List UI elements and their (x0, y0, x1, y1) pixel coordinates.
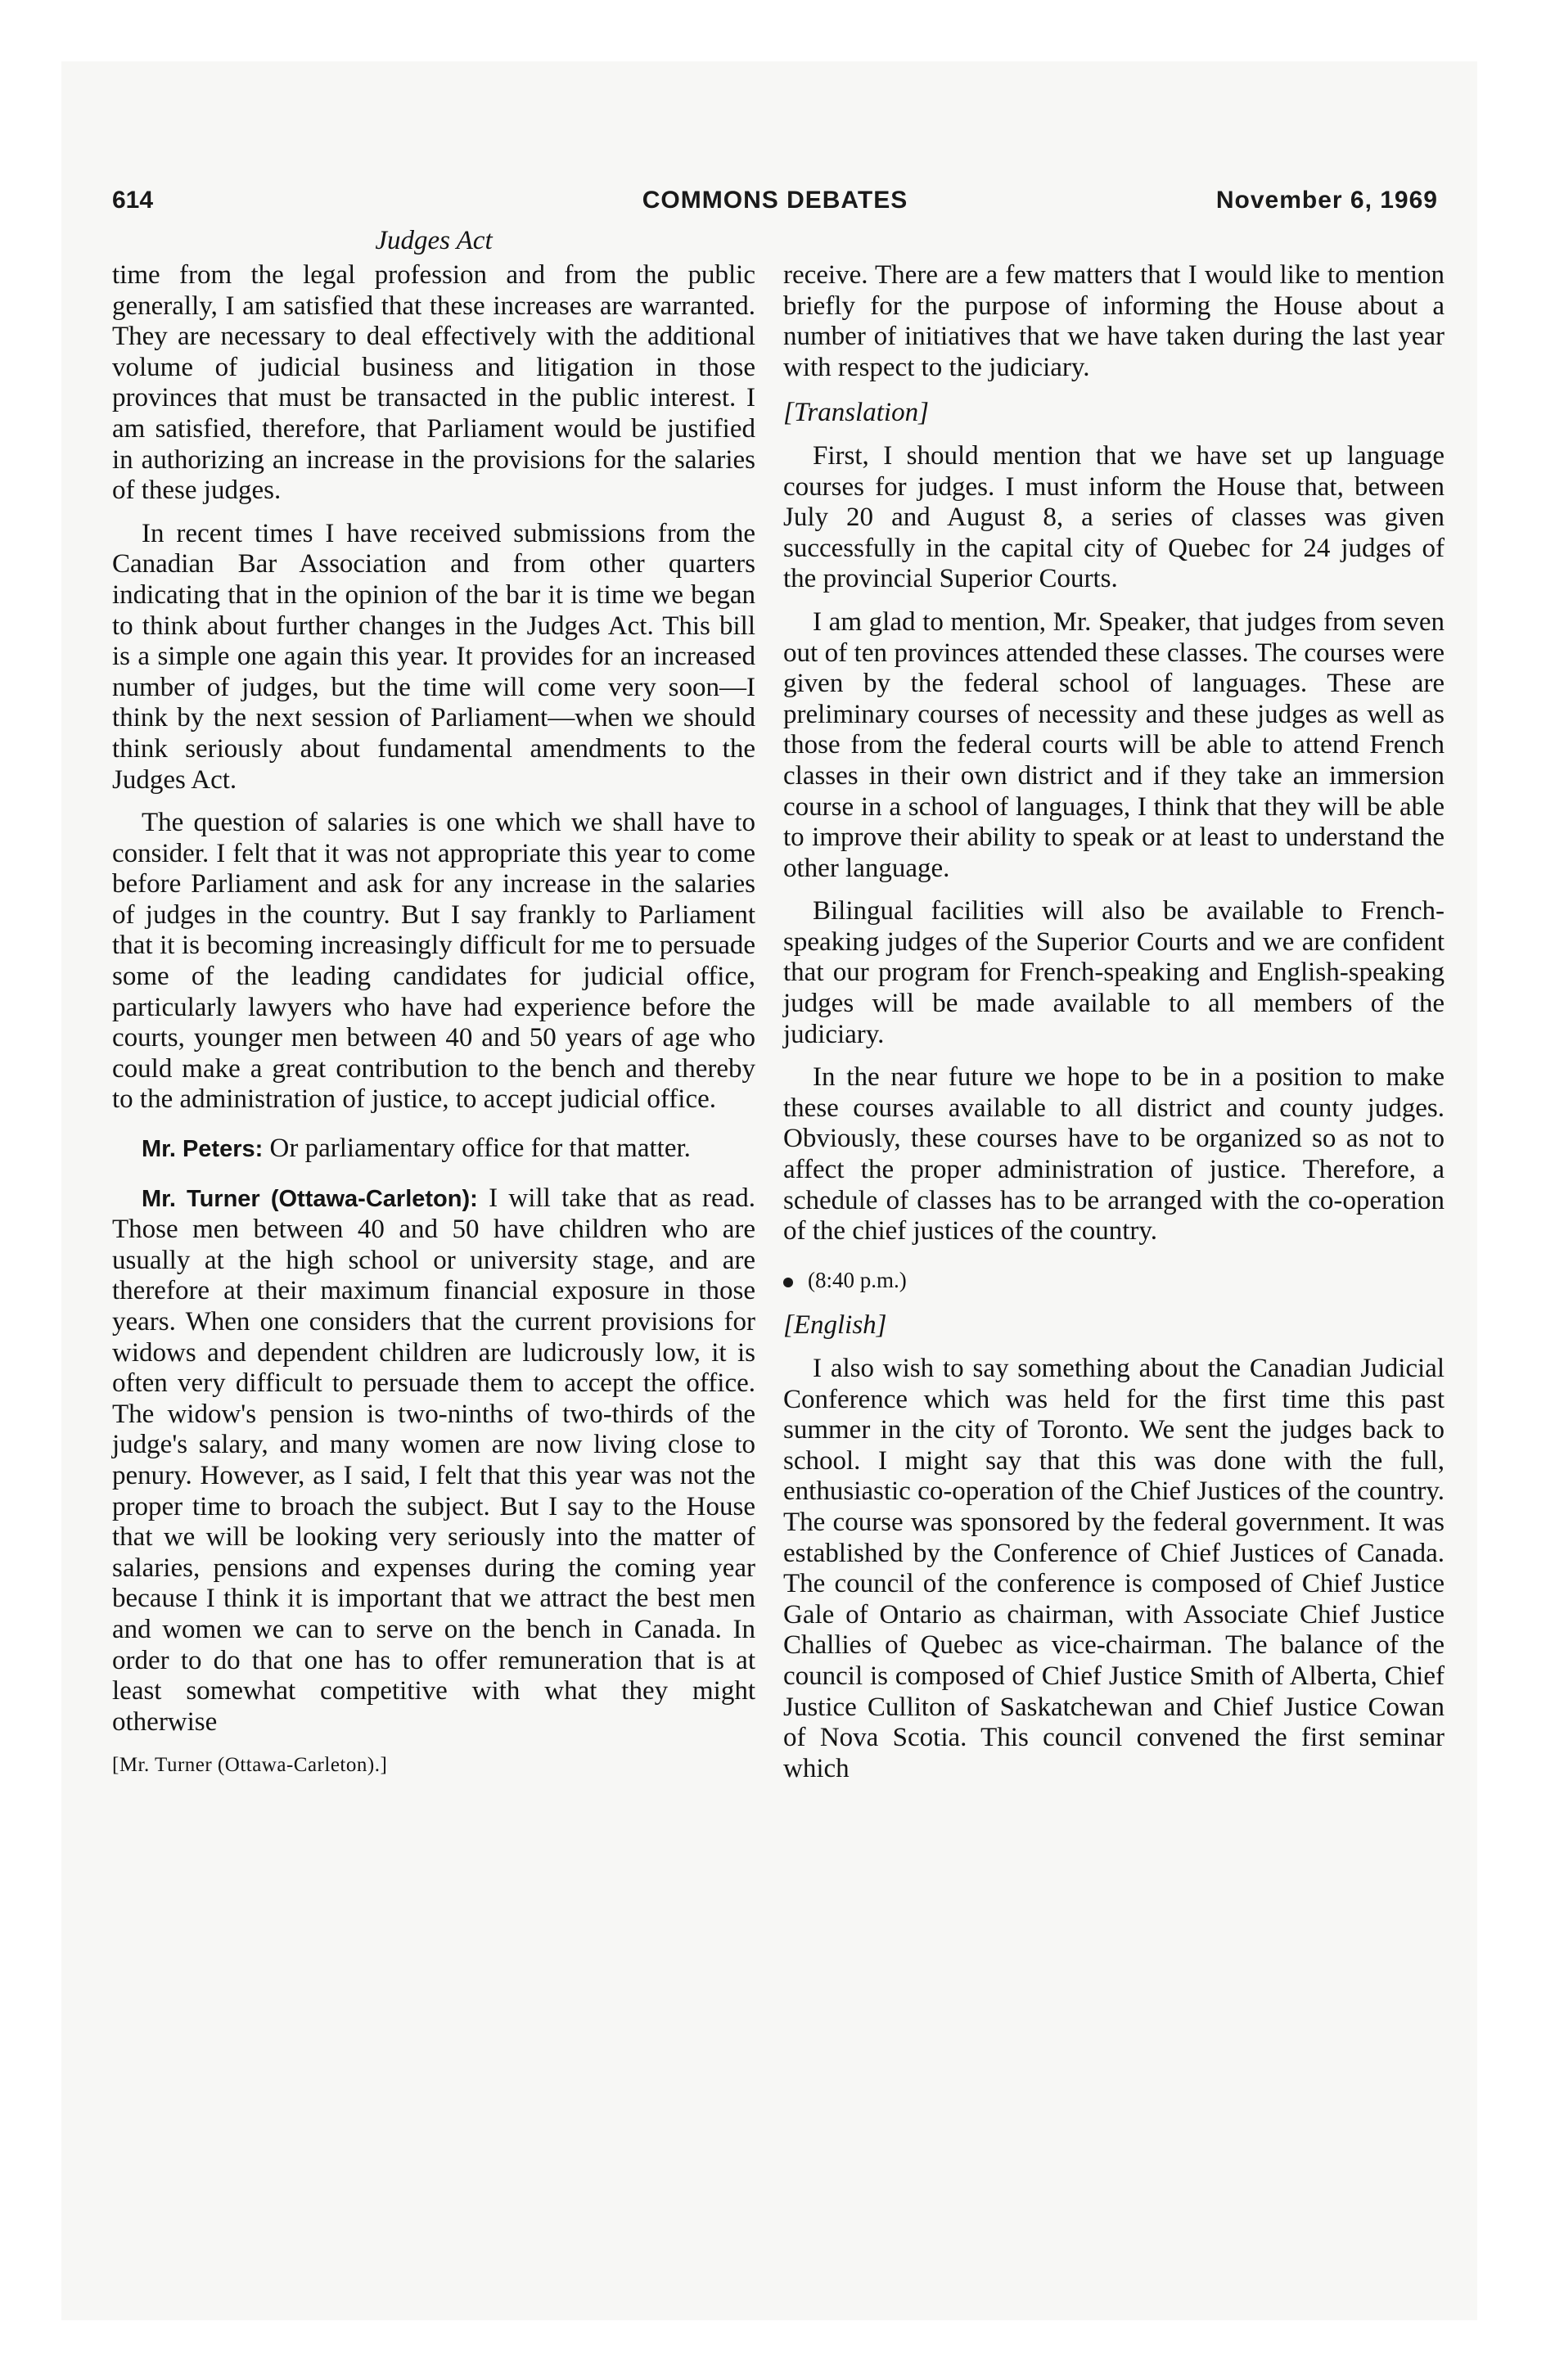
running-title: Judges Act (375, 226, 493, 255)
header-date: November 6, 1969 (1215, 187, 1438, 214)
paragraph: Bilingual facilities will also be available to French-speaking judges of the Superior Courts and we are confident that our program for French-speaking and English-speaking judges will be made available to all members of the judiciary. (783, 896, 1445, 1049)
speech-peters (112, 1134, 755, 1165)
journal-title: COMMONS DEBATES (642, 187, 908, 214)
speaker-name: Mr. Turner (Ottawa-Carleton): (142, 1185, 478, 1212)
page-number: 614 (112, 187, 154, 214)
speaker-name: Mr. Peters: (142, 1136, 264, 1163)
paragraph: I am glad to mention, Mr. Speaker, that judges from seven out of ten provinces attended these classes. The courses were given by the federal school of languages. These are preliminary courses of necessity and these judges as well as those from the federal courts will be able to attend French classes in their own district and if they take an immersion course in a school of languages, I think that they will be able to improve their ability to speak or at least to understand the other language. (783, 606, 1445, 883)
page-header (112, 187, 1438, 219)
paragraph: time from the legal profession and from the public generally, I am satisfied that these increases are warranted. They are necessary to deal effectively with the additional volume of judicial business and litigation in those provinces that must be transacted in the public interest. I am satisfied, therefore, that Parliament would be justified in authorizing an increase in the provisions for the salaries of these judges. (112, 260, 755, 506)
time-text: (8:40 p.m.) (808, 1267, 907, 1292)
speaker-footer-note: [Mr. Turner (Ottawa-Carleton).] (112, 1754, 388, 1777)
paragraph: In recent times I have received submissions from the Canadian Bar Association and from other quarters indicating that in the opinion of the bar it is time we began to think about further changes in the Judges Act. This bill is a simple one again this year. It provides for an increased number of judges, but the time will come very soon—I think by the next session of Parliament—when we should think seriously about fundamental amendments to the Judges Act. (112, 518, 755, 795)
paragraph: The question of salaries is one which we shall have to consider. I felt that it was not appropriate this year to come before Parliament and ask for any increase in the salaries of judges in the country. But I say frankly to Parliament that it is becoming increasingly difficult for me to persuade some of the leading candidates for judicial office, particularly lawyers who have had experience before the courts, younger men between 40 and 50 years of age who could make a great contribution to the bench and thereby to the administration of justice, to accept judicial office. (112, 808, 755, 1115)
speech-text: I will take that as read. Those men between 40 and 50 have children who are usually at the high school or university stage, and are therefore at their maximum financial exposure in those years. When one considers that the current provisions for widows and dependent children are ludicrously low, it is often very difficult to persuade them to accept the office. The widow's pension is two-ninths of two-thirds of the judge's salary, and many women are now living close to penury. However, as I said, I felt that this year was not the proper time to broach the subject. But I say to the House that we will be looking very seriously into the matter of salaries, pensions and expenses during the coming year because I think it is important that we attract the best men and women we can to serve on the bench in Canada. In order to do that one has to offer remuneration that is at least somewhat competitive with what they might otherwise (112, 1183, 756, 1737)
paragraph: In the near future we hope to be in a position to make these courses available to all district and county judges. Obviously, these courses have to be organized so as not to affect the proper administration of justice. Therefore, a schedule of classes has to be arranged with the co-operation of the chief justices of the country. (783, 1062, 1445, 1246)
left-column (112, 260, 755, 1793)
paragraph: I also wish to say something about the Canadian Judicial Conference which was held for the first time this past summer in the city of Toronto. We sent the judges back to school. I might say that this was done with the full, enthusiastic co-operation of the Chief Justices of the country. The course was sponsored by the federal government. It was established by the Conference of Chief Justices of Canada. The council of the conference is composed of Chief Justice Gale of Ontario as chairman, with Associate Chief Justice Challies of Quebec as vice-chairman. The balance of the council is composed of Chief Justice Smith of Alberta, Chief Justice Culliton of Saskatchewan and Chief Justice Cowan of Nova Scotia. This council convened the first seminar which (783, 1354, 1445, 1783)
paragraph: receive. There are a few matters that I would like to mention briefly for the purpose of informing the House about a number of initiatives that we have taken during the last year with respect to the judiciary. (783, 260, 1445, 382)
english-note: [English] (783, 1310, 887, 1341)
right-column (783, 260, 1445, 1796)
speech-text: Or parliamentary office for that matter. (269, 1134, 691, 1164)
time-stamp (783, 1265, 1445, 1296)
paragraph: First, I should mention that we have set up language courses for judges. I must inform the House that, between July 20 and August 8, a series of classes was given successfully in the capital city of Quebec for 24 judges of the provincial Superior Courts. (783, 440, 1445, 594)
translation-note: [Translation] (783, 398, 929, 428)
speech-turner (112, 1183, 755, 1738)
bullet-dot-icon (783, 1278, 793, 1287)
